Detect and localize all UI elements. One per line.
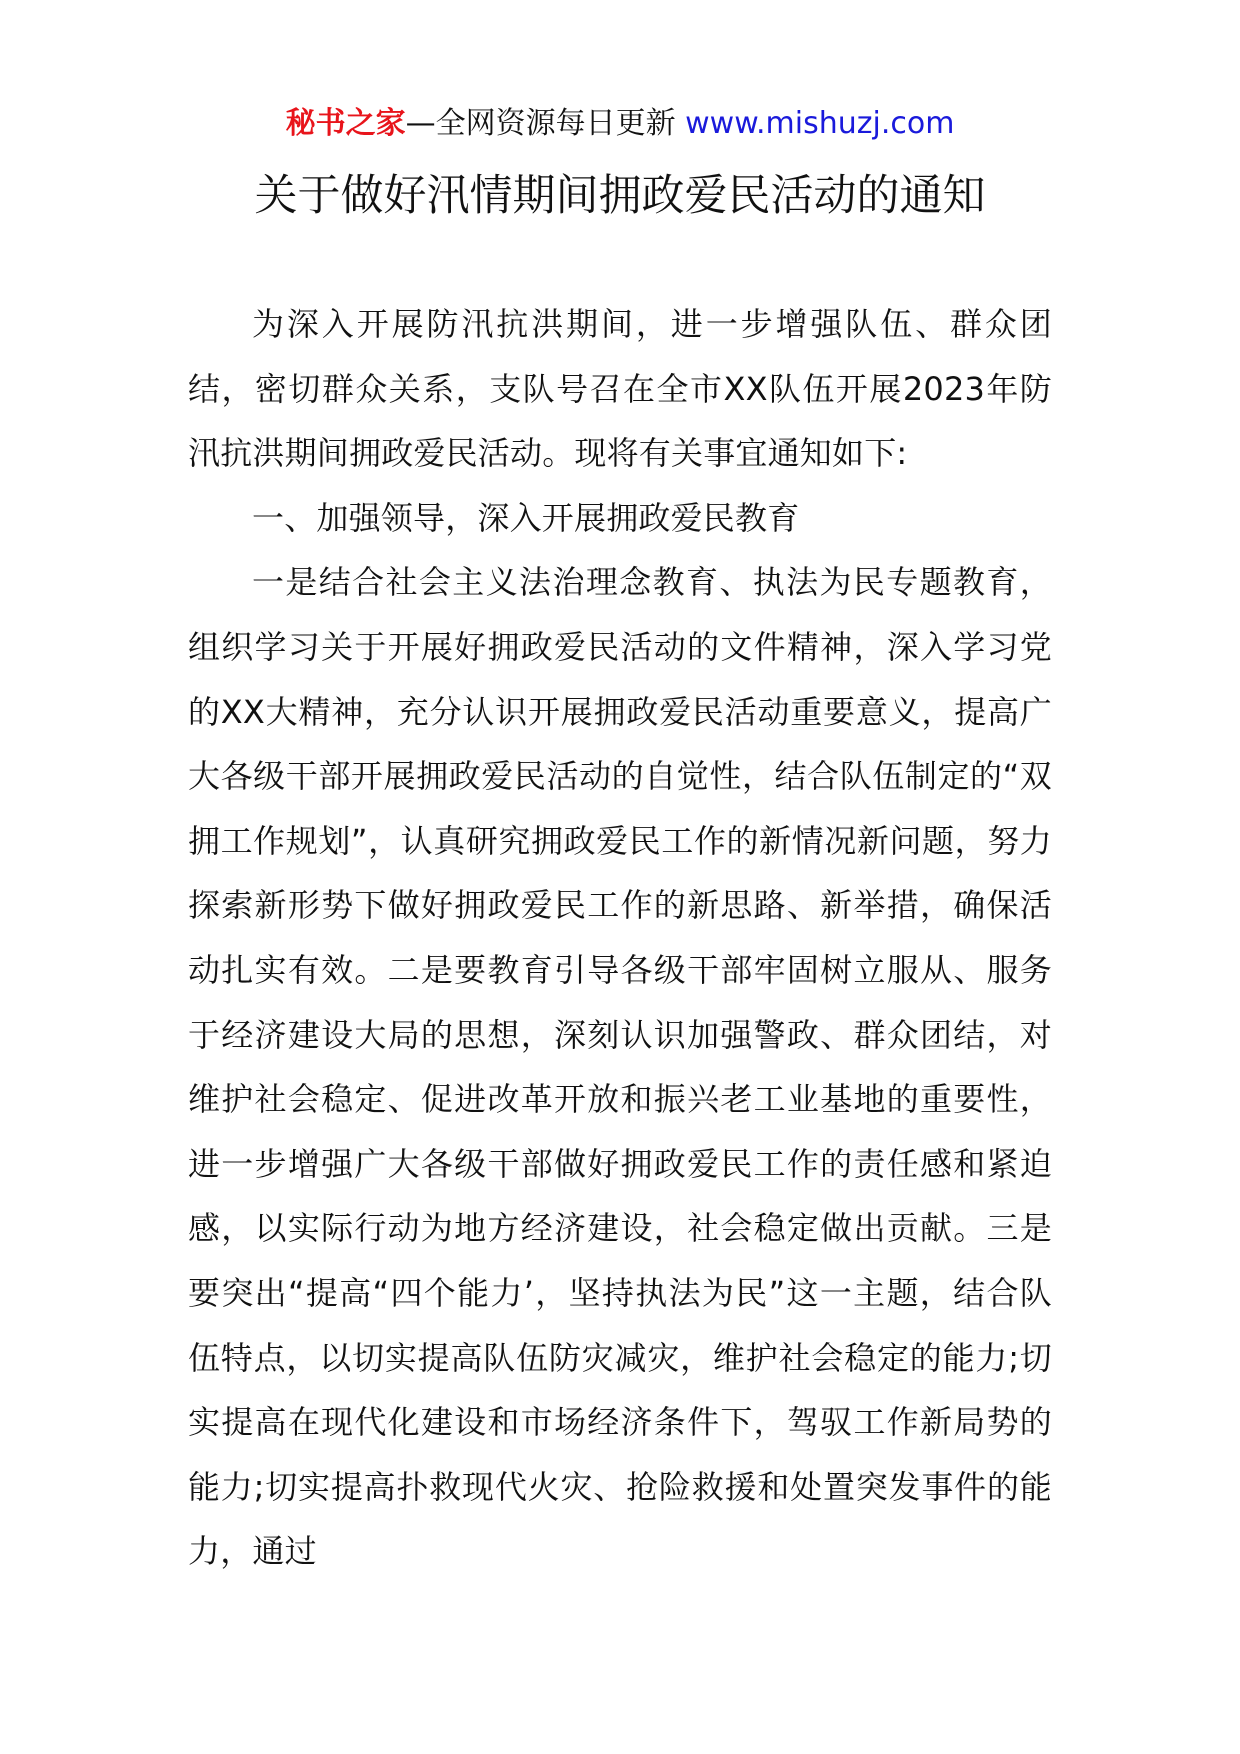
site-url-link[interactable]: www.mishuzj.com (685, 106, 955, 141)
body-paragraph: 一是结合社会主义法治理念教育、执法为民专题教育，组织学习关于开展好拥政爱民活动的文件精神，深入学习党的XX大精神，充分认识开展拥政爱民活动重要意义，提高广大各级干部开展拥政爱民活动的自觉性，结合队伍制定的“双拥工作规划”，认真研究拥政爱民工作的新情况新问题，努力探索新形势下做好拥政爱民工作的新思路、新举措，确保活动扎实有效。二是要教育引导各级干部牢固树立服从、服务于经济建设大局的思想，深刻认识加强警政、群众团结，对维护社会稳定、促进改革开放和振兴老工业基地的重要性，进一步增强广大各级干部做好拥政爱民工作的责任感和紧迫感，以实际行动为地方经济建设，社会稳定做出贡献。三是要突出“提高“四个能力’，坚持执法为民”这一主题，结合队伍特点，以切实提高队伍防灾减灾，维护社会稳定的能力;切实提高在现代化建设和市场经济条件下，驾驭工作新局势的能力;切实提高扑救现代火灾、抢险救援和处置突发事件的能力，通过 (188, 563, 1052, 1571)
site-header (0, 104, 1240, 144)
section-heading: 一、加强领导，深入开展拥政爱民教育 (252, 498, 800, 537)
site-name: 秘书之家 (285, 106, 406, 141)
site-slogan: —全网资源每日更新 (405, 106, 686, 141)
document-body (188, 292, 1052, 1584)
document-title: 关于做好汛情期间拥政爱民活动的通知 (254, 171, 986, 221)
intro-paragraph: 为深入开展防汛抗洪期间，进一步增强队伍、群众团结，密切群众关系，支队号召在全市XX队伍开展2023年防汛抗洪期间拥政爱民活动。现将有关事宜通知如下: (188, 305, 1052, 473)
